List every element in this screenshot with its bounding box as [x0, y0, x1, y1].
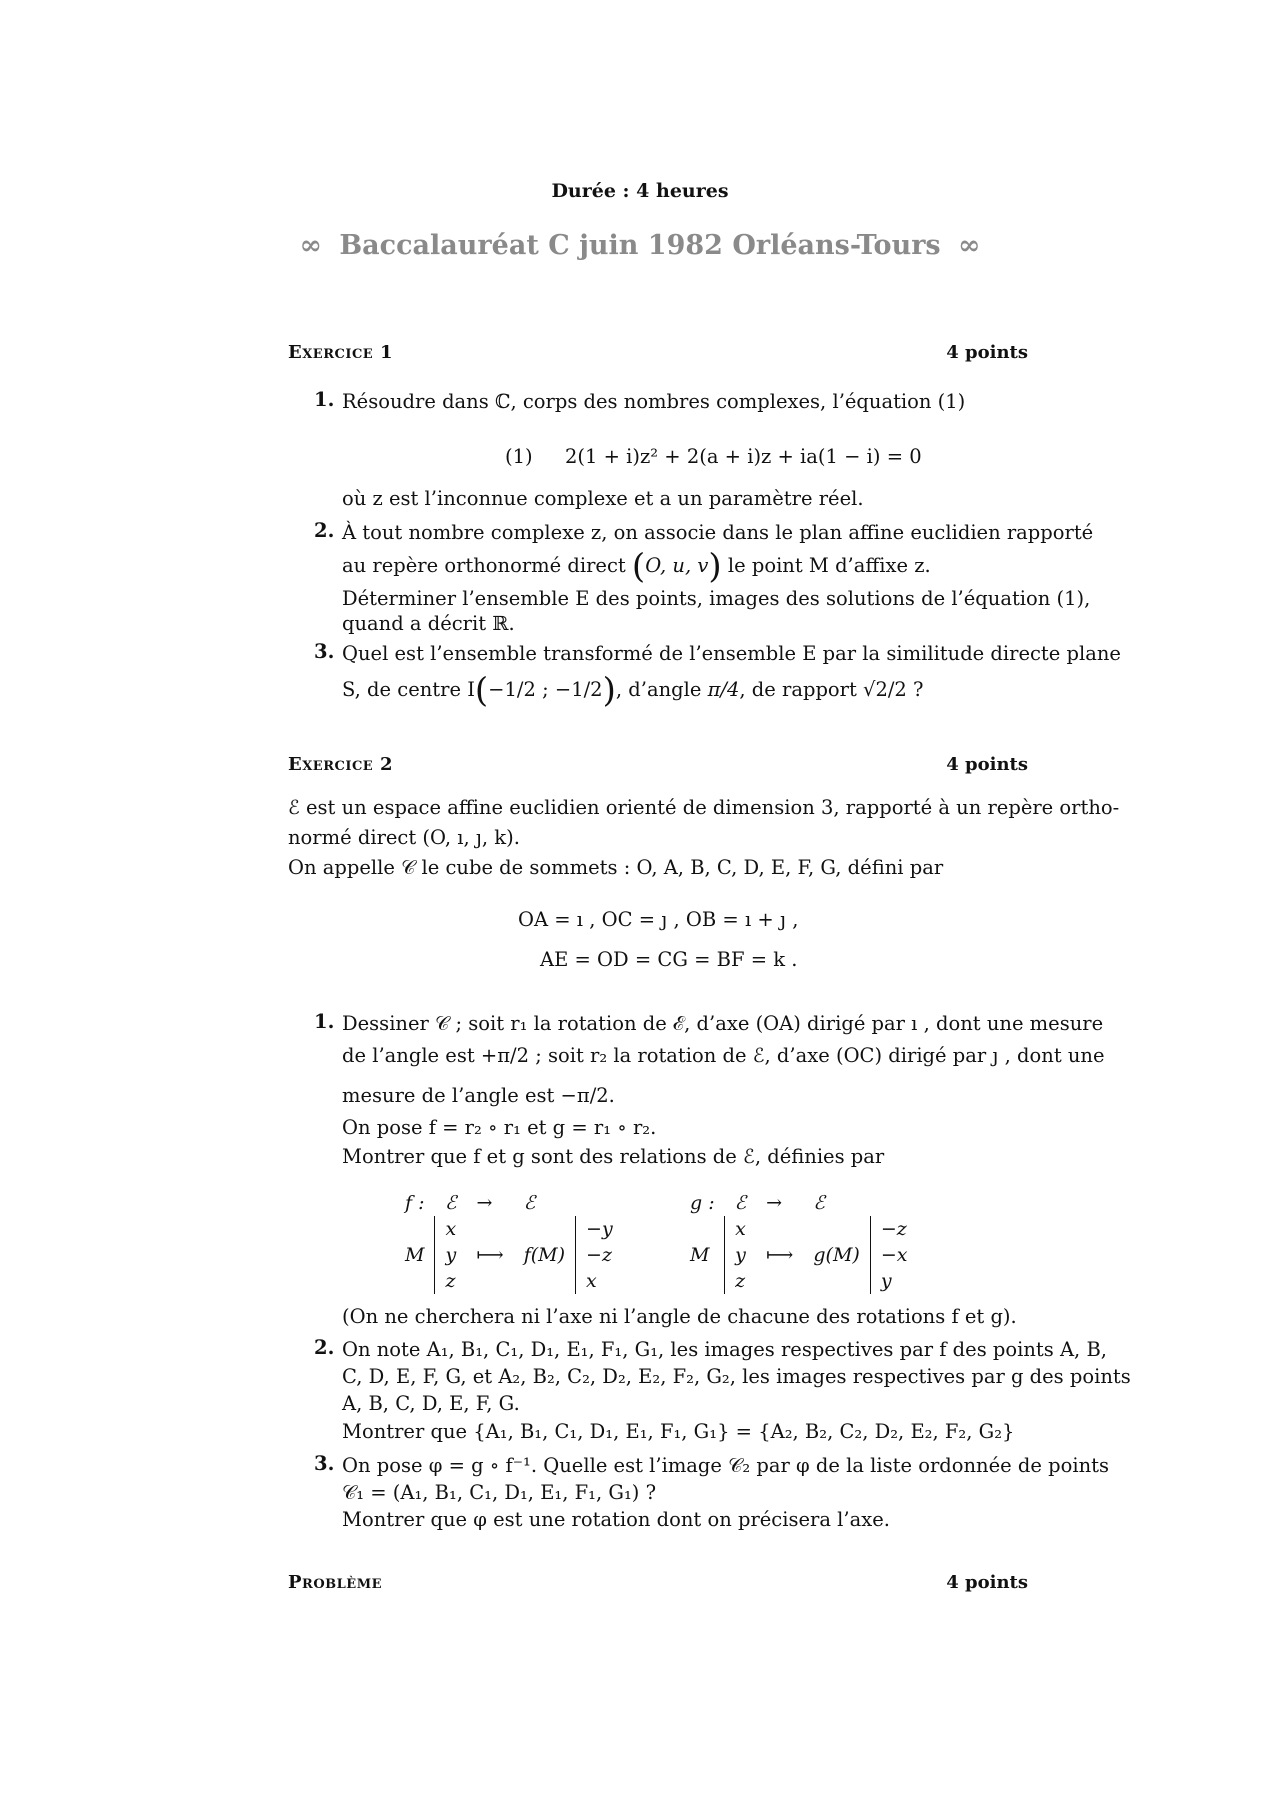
- ex2-q3-line2: 𝒞₁ = (A₁, B₁, C₁, D₁, E₁, F₁, G₁) ?: [342, 1481, 657, 1504]
- ex1-q3-number: 3.: [314, 640, 335, 663]
- g-map: g : ℰ → ℰ x −z M y ⟼ g(M) −x z y: [680, 1190, 917, 1294]
- ex2-q1-line4: On pose f = r₂ ∘ r₁ et g = r₁ ∘ r₂.: [342, 1116, 657, 1139]
- ex1-q2-line2: [342, 546, 931, 587]
- ex2-q1-note: (On ne cherchera ni l’axe ni l’angle de chacune des rotations f et g).: [342, 1305, 1017, 1328]
- ex1-q1-number: 1.: [314, 388, 335, 411]
- ex1-q2-line2b: le point M d’affixe z.: [727, 554, 931, 577]
- problem-header: [288, 1572, 1028, 1593]
- ex1-q3-line2: S, de centre I(−1/2 ; −1/2), d’angle π/4, de rapport √2/2 ?: [342, 670, 924, 711]
- ex1-q2-line4: quand a décrit ℝ.: [342, 612, 515, 635]
- ex2-q3-line3: Montrer que φ est une rotation dont on précisera l’axe.: [342, 1508, 890, 1531]
- ex1-q3-line1: Quel est l’ensemble transformé de l’ensemble E par la similitude directe plane: [342, 642, 1121, 665]
- ex2-q1-number: 1.: [314, 1010, 335, 1033]
- paren-close: ): [708, 546, 722, 587]
- ex1-angle: π/4: [707, 678, 740, 701]
- ex2-q2-number: 2.: [314, 1336, 335, 1359]
- ex2-q1-line1: Dessiner 𝒞 ; soit r₁ la rotation de ℰ, d’axe (OA) dirigé par ı , dont une mesure: [342, 1012, 1104, 1035]
- ornament-right-icon: ∞: [958, 230, 981, 261]
- problem-points: 4 points: [946, 1572, 1028, 1593]
- ex1-q2-line3: Déterminer l’ensemble E des points, images des solutions de l’équation (1),: [342, 587, 1091, 610]
- problem-title: Problème: [288, 1572, 382, 1593]
- ex1-center: −1/2 ; −1/2: [488, 678, 603, 701]
- ex1-q3-line2a: S, de centre I: [342, 678, 475, 701]
- exercise-1-points: 4 points: [946, 342, 1028, 363]
- ex2-q2-line4: Montrer que {A₁, B₁, C₁, D₁, E₁, F₁, G₁} = {A₂, B₂, C₂, D₂, E₂, F₂, G₂}: [342, 1420, 1015, 1443]
- ex2-q3-number: 3.: [314, 1452, 335, 1475]
- ex2-q1-line5: Montrer que f et g sont des relations de ℰ, définies par: [342, 1145, 885, 1168]
- exercise-2-title: Exercice 2: [288, 754, 393, 775]
- duration: Durée : 4 heures: [551, 180, 729, 202]
- ex2-intro1: ℰ est un espace affine euclidien orienté de dimension 3, rapporté à un repère ortho-: [288, 796, 1120, 819]
- ex1-ratio: √2/2: [863, 678, 907, 701]
- ex2-q2-line2: C, D, E, F, G, et A₂, B₂, C₂, D₂, E₂, F₂, G₂, les images respectives par g des points: [342, 1365, 1131, 1388]
- exercise-2-points: 4 points: [946, 754, 1028, 775]
- ex1-frame: O, u, v: [645, 554, 709, 577]
- ex1-q1-text: Résoudre dans ℂ, corps des nombres complexes, l’équation (1): [342, 390, 966, 413]
- ex2-q1-line3: mesure de l’angle est −π/2.: [342, 1084, 615, 1107]
- ex2-q1-line2: de l’angle est +π/2 ; soit r₂ la rotation de ℰ, d’axe (OC) dirigé par ȷ , dont une: [342, 1044, 1105, 1067]
- ex1-q3-line2b: , d’angle: [615, 678, 702, 701]
- ex1-q2-line1: À tout nombre complexe z, on associe dans le plan affine euclidien rapporté: [342, 521, 1094, 544]
- f-map: f : ℰ → ℰ x −y M y ⟼ f(M) −z z x: [395, 1190, 623, 1294]
- ex1-q2-line2a: au repère orthonormé direct: [342, 554, 626, 577]
- ex1-equation: 2(1 + i)z² + 2(a + i)z + ia(1 − i) = 0: [565, 445, 922, 468]
- exercise-1-header: [288, 342, 1028, 363]
- ex2-def2: AE = OD = CG = BF = k .: [540, 948, 798, 971]
- page-title: [0, 230, 1280, 261]
- ex2-q3-line1: On pose φ = g ∘ f⁻¹. Quelle est l’image 𝒞₂ par φ de la liste ordonnée de points: [342, 1454, 1109, 1477]
- ex1-eq-label: (1): [505, 445, 533, 468]
- paren-open: (: [631, 546, 646, 587]
- exercise-2-header: [288, 754, 1028, 775]
- ornament-left-icon: ∞: [299, 230, 322, 261]
- exercise-1-title: Exercice 1: [288, 342, 393, 363]
- ex1-q2-number: 2.: [314, 519, 335, 542]
- ex1-q1-where: où z est l’inconnue complexe et a un paramètre réel.: [342, 487, 864, 510]
- ex2-intro2: normé direct (O, ı, ȷ, k).: [288, 826, 520, 849]
- ex2-q2-line1: On note A₁, B₁, C₁, D₁, E₁, F₁, G₁, les images respectives par f des points A, B,: [342, 1338, 1107, 1361]
- ex2-intro3: On appelle 𝒞 le cube de sommets : O, A, B, C, D, E, F, G, défini par: [288, 856, 944, 879]
- title-text: Baccalauréat C juin 1982 Orléans-Tours: [339, 230, 941, 261]
- ex1-q3-line2c: , de rapport: [739, 678, 857, 701]
- ex1-q3-line2d: ?: [913, 678, 924, 701]
- ex2-def1: OA = ı , OC = ȷ , OB = ı + ȷ ,: [518, 908, 799, 931]
- ex2-q2-line3: A, B, C, D, E, F, G.: [342, 1392, 520, 1415]
